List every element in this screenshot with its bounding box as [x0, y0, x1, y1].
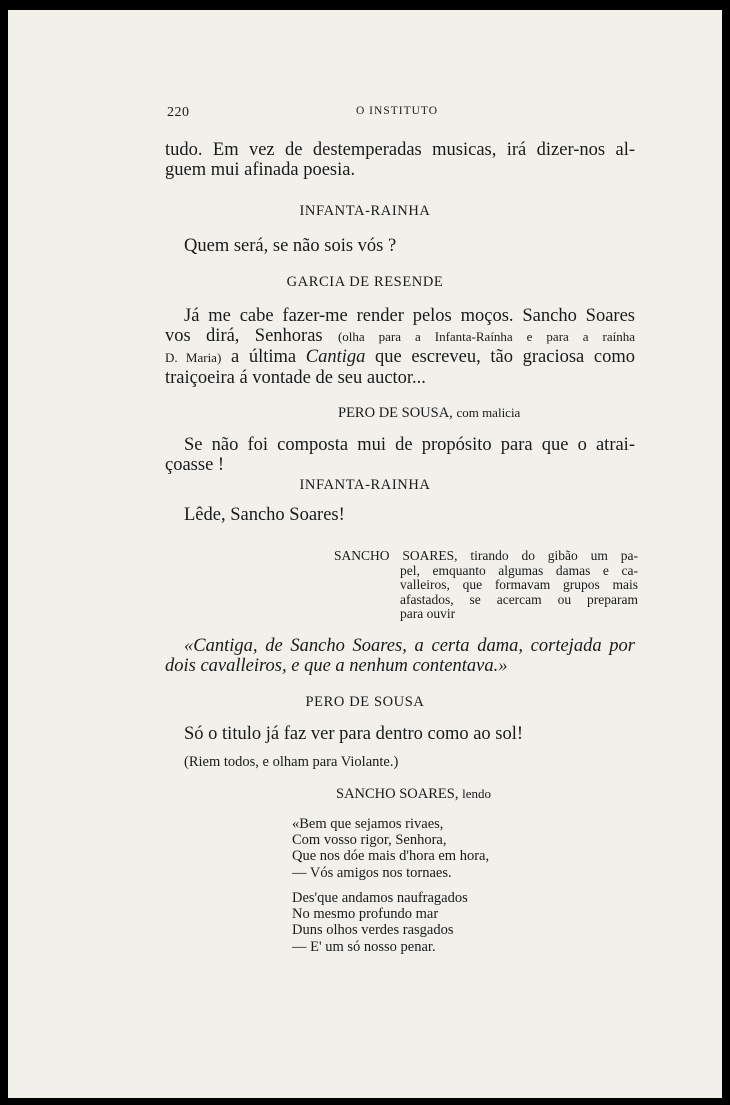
verse-line: Des'que andamos naufragados	[292, 890, 468, 906]
text-line: afastados, se acercam ou preparam	[400, 591, 638, 607]
page-number: 220	[167, 105, 190, 120]
book-page	[8, 10, 722, 1098]
verse-stanza-2	[292, 890, 468, 955]
text-line: guem mui afinada poesia.	[165, 160, 356, 180]
speaker-garcia-de-resende: GARCIA DE RESENDE	[286, 274, 444, 290]
speaker-pero-de-sousa: PERO DE SOUSA, com malicia	[338, 405, 521, 421]
text-line: «Cantiga, de Sancho Soares, a certa dama, cortejada por	[184, 636, 635, 656]
stage-direction-inline: com malicia	[456, 405, 521, 420]
text-line: vos dirá, Senhoras (olha para a Infanta-Raínha e para a raínha	[165, 326, 635, 346]
speaker-sancho-soares: SANCHO SOARES, lendo	[336, 786, 491, 802]
text-line: Já me cabe fazer-me render pelos moços. Sancho Soares	[184, 306, 635, 326]
stage-direction-inline: (olha para a Infanta-Raínha e para a raínha	[337, 329, 635, 344]
text-line: traiçoeira á vontade de seu auctor...	[165, 368, 426, 388]
stage-direction: (Riem todos, e olham para Violante.)	[184, 754, 399, 770]
text-line: dois cavalleiros, e que a nenhum contentava.»	[165, 656, 508, 676]
verse-line: Duns olhos verdes rasgados	[292, 922, 454, 939]
paragraph-1	[165, 140, 635, 180]
paragraph-2	[165, 306, 635, 388]
stage-direction-inline: D. Maria)	[165, 350, 222, 365]
text-line: pel, emquanto algumas damas e ca-	[400, 562, 638, 578]
text-line: SANCHO SOARES, tirando do gibão um pa-	[334, 548, 638, 563]
dialogue-line: Lêde, Sancho Soares!	[184, 505, 345, 525]
dialogue-line: Só o titulo já faz ver para dentro como ao sol!	[184, 724, 524, 744]
dialogue-line: Quem será, se não sois vós ?	[184, 236, 397, 256]
speaker-pero-de-sousa: PERO DE SOUSA	[305, 694, 425, 710]
verse-line: — Vós amigos nos tornaes.	[292, 864, 452, 881]
text-line: valleiros, que formavam grupos mais	[400, 577, 638, 592]
verse-line: «Bem que sejamos rivaes,	[292, 816, 444, 832]
verse-stanza-1	[292, 816, 489, 881]
verse-line: No mesmo profundo mar	[292, 906, 439, 923]
verse-line: — E' um só nosso penar.	[292, 938, 436, 955]
text-line: Se não foi composta mui de propósito para que o atrai-	[184, 435, 635, 455]
speaker-infanta-rainha: INFANTA-RAINHA	[299, 477, 431, 493]
italic-title: Cantiga	[305, 347, 366, 367]
stage-direction-block	[334, 549, 638, 622]
cantiga-title	[165, 636, 635, 676]
stage-direction-inline: lendo	[462, 786, 491, 801]
text-line: D. Maria) a última Cantiga que escreveu, tão graciosa como	[165, 347, 636, 367]
running-title: O INSTITUTO	[356, 105, 439, 117]
text-line: tudo. Em vez de destemperadas musicas, irá dizer-nos al-	[165, 140, 635, 160]
verse-line: Que nos dóe mais d'hora em hora,	[292, 848, 490, 865]
text-line: para ouvir	[400, 606, 456, 621]
speaker-infanta-rainha: INFANTA-RAINHA	[299, 203, 431, 219]
text-line: çoasse !	[165, 455, 225, 475]
verse-line: Com vosso rigor, Senhora,	[292, 832, 447, 849]
paragraph-3	[165, 435, 635, 475]
